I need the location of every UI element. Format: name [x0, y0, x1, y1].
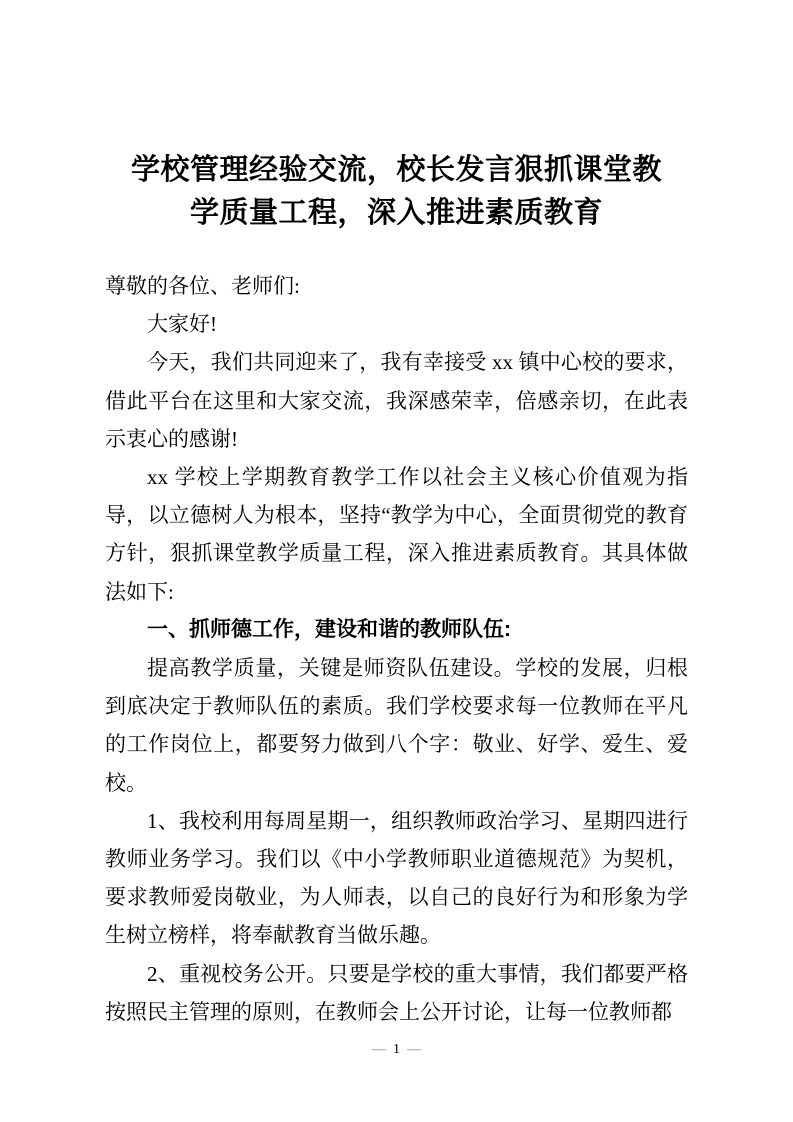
document-body: [105, 267, 688, 1031]
paragraph-opening: 今天，我们共同迎来了，我有幸接受 xx 镇中心校的要求，借此平台在这里和大家交流，我深感荣幸，倍感亲切，在此表示衷心的感谢!: [105, 350, 688, 451]
footer-left-dash: —: [372, 1042, 386, 1057]
paragraph-item-1: 1、我校利用每周星期一，组织教师政治学习、星期四进行教师业务学习。我们以《中小学教师职业道德规范》为契机，要求教师爱岗敬业，为人师表，以自己的良好行为和形象为学生树立榜样，将奉献教育当做乐趣。: [105, 808, 688, 948]
page-number: 1: [393, 1042, 400, 1057]
paragraph-salutation: 尊敬的各位、老师们:: [105, 274, 300, 298]
document-title: [105, 0, 688, 235]
page-footer: [0, 1040, 793, 1060]
section-heading-1: 一、抓师德工作，建设和谐的教师队伍:: [147, 617, 511, 641]
paragraph-teacher-quality: 提高教学质量，关键是师资队伍建设。学校的发展，归根到底决定于教师队伍的素质。我们学校要求每一位教师在平凡的工作岗位上，都要努力做到八个字：敬业、好学、爱生、爱校。: [105, 656, 688, 795]
paragraph-item-2: 2、重视校务公开。只要是学校的重大事情，我们都要严格按照民主管理的原则，在教师会上公开讨论，让每一位教师都: [105, 961, 688, 1024]
footer-right-dash: —: [407, 1042, 421, 1057]
document-title-line-2: 学质量工程，深入推进素质教育: [189, 197, 603, 229]
paragraph-overview: xx 学校上学期教育教学工作以社会主义核心价值观为指导，以立德树人为根本，坚持“教学为中心，全面贯彻党的教育方针，狠抓课堂教学质量工程，深入推进素质教育。其具体做法如下:: [105, 465, 688, 604]
paragraph-greeting: 大家好!: [147, 312, 217, 337]
document-title-line-1: 学校管理经验交流，校长发言狠抓课堂教: [130, 154, 662, 186]
